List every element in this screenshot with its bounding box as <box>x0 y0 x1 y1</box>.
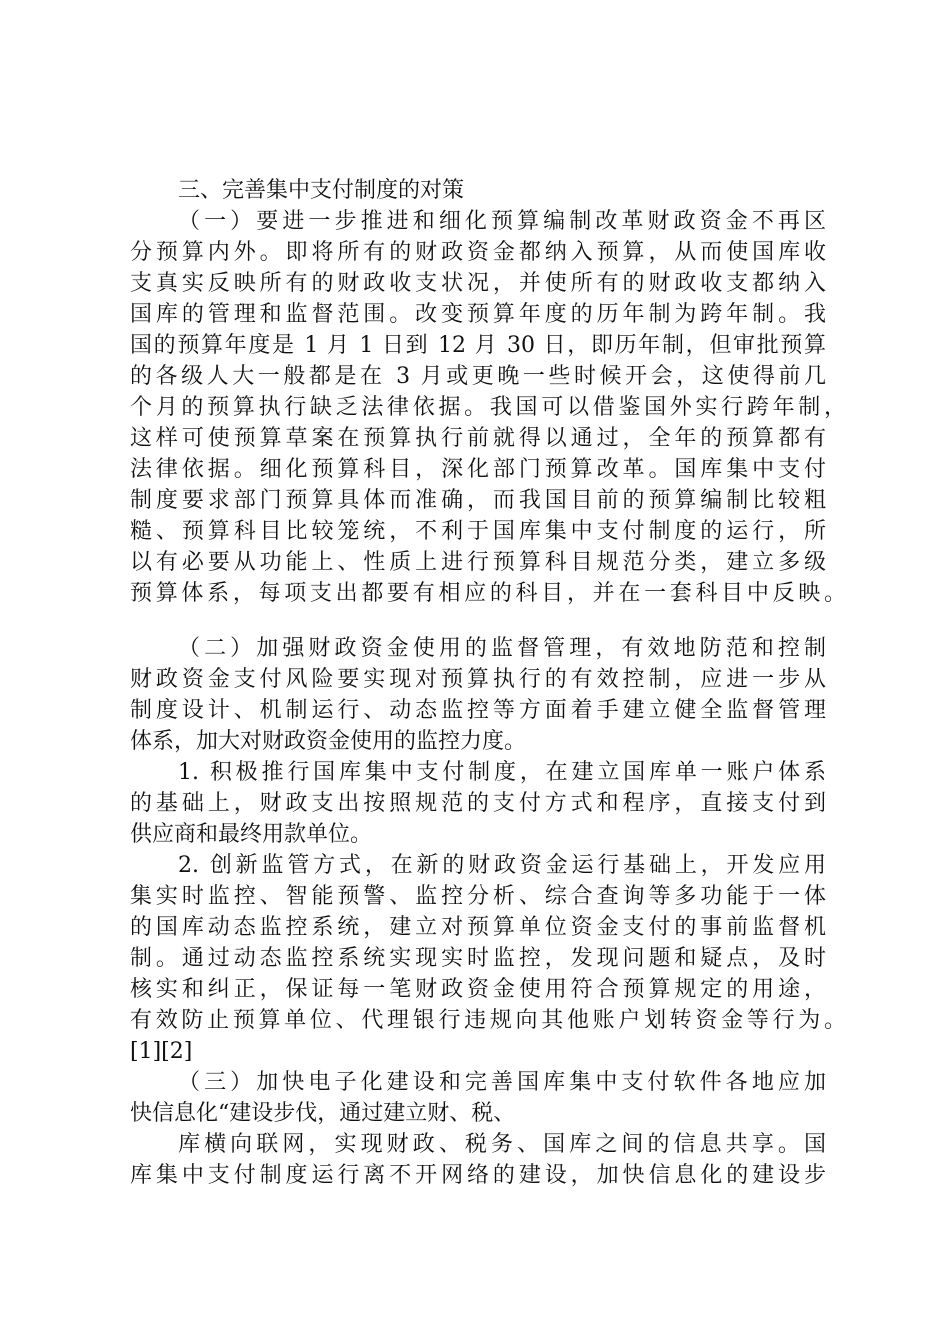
paragraph-line: 库横向联网，实现财政、税务、国库之间的信息共享。国 <box>178 1132 826 1157</box>
paragraph-line: 制度设计、机制运行、动态监控等方面着手建立健全监督管理 <box>130 698 826 723</box>
paragraph-line: 国的预算年度是 1 月 1 日到 12 月 30 日，即历年制，但审批预算 <box>130 333 826 358</box>
paragraph-line: 的各级人大一般都是在 3 月或更晚一些时候开会，这使得前几 <box>130 364 826 389</box>
paragraph-line: 国库的管理和监督范围。改变预算年度的历年制为跨年制。我 <box>130 302 826 327</box>
paragraph-line: 分预算内外。即将所有的财政资金都纳入预算，从而使国库收 <box>130 240 826 265</box>
citation-reference: [1][2] <box>130 1039 193 1064</box>
paragraph-line: 库集中支付制度运行离不开网络的建设，加快信息化的建设步 <box>130 1163 826 1188</box>
paragraph-line: 财政资金支付风险要实现对预算执行的有效控制，应进一步从 <box>130 667 826 692</box>
paragraph-line: 以有必要从功能上、性质上进行预算科目规范分类，建立多级 <box>130 550 826 575</box>
list-item-line: 制。通过动态监控系统实现实时监控，发现问题和疑点，及时 <box>130 946 826 971</box>
list-item-line: 集实时监控、智能预警、监控分析、综合查询等多功能于一体 <box>130 884 826 909</box>
list-item-line: 1. 积极推行国库集中支付制度，在建立国库单一账户体系 <box>178 760 826 785</box>
section-heading: 三、完善集中支付制度的对策 <box>178 178 465 203</box>
paragraph-line: 体系，加大对财政资金使用的监控力度。 <box>130 729 527 754</box>
paragraph-line: 糙、预算科目比较笼统，不利于国库集中支付制度的运行，所 <box>130 519 826 544</box>
list-item-line: 核实和纠正，保证每一笔财政资金使用符合预算规定的用途， <box>130 977 826 1002</box>
paragraph-line: （二）加强财政资金使用的监督管理，有效地防范和控制 <box>178 636 826 661</box>
paragraph-line: 快信息化“建设步伐，通过建立财、税、 <box>130 1101 516 1126</box>
paragraph-line: 支真实反映所有的财政收支状况，并使所有的财政收支都纳入 <box>130 271 826 296</box>
list-item-line: 有效防止预算单位、代理银行违规向其他账户划转资金等行为。 <box>130 1008 846 1033</box>
list-item-line: 的国库动态监控系统，建立对预算单位资金支付的事前监督机 <box>130 915 826 940</box>
list-item-line: 2. 创新监管方式，在新的财政资金运行基础上，开发应用 <box>178 853 826 878</box>
list-item-line: 的基础上，财政支出按照规范的支付方式和程序，直接支付到 <box>130 791 826 816</box>
paragraph-line: 这样可使预算草案在预算执行前就得以通过，全年的预算都有 <box>130 426 826 451</box>
paragraph-line: 法律依据。细化预算科目，深化部门预算改革。国库集中支付 <box>130 457 826 482</box>
list-item-line: 供应商和最终用款单位。 <box>130 822 373 847</box>
paragraph-line: （三）加快电子化建设和完善国库集中支付软件各地应加 <box>178 1070 826 1095</box>
paragraph-line: （一）要进一步推进和细化预算编制改革财政资金不再区 <box>178 209 826 234</box>
paragraph-line: 制度要求部门预算具体而准确，而我国目前的预算编制比较粗 <box>130 488 826 513</box>
paragraph-line: 预算体系，每项支出都要有相应的科目，并在一套科目中反映。 <box>130 581 846 606</box>
paragraph-line: 个月的预算执行缺乏法律依据。我国可以借鉴国外实行跨年制， <box>130 395 846 420</box>
